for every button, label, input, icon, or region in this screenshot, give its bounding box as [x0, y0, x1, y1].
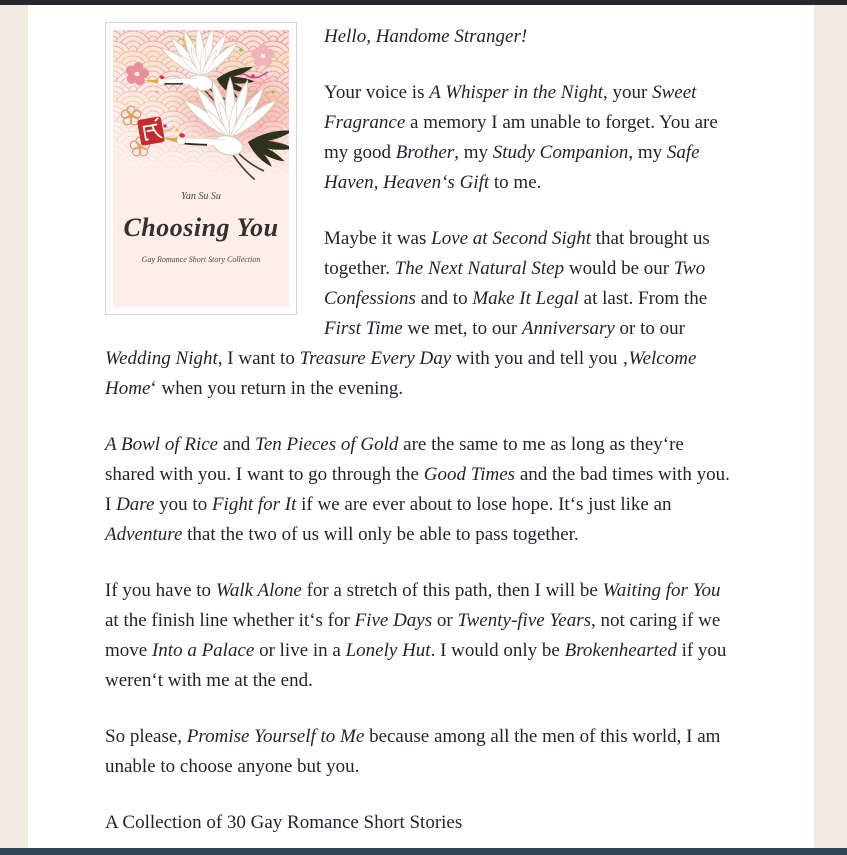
story-title-phrase: Make It Legal — [472, 288, 579, 309]
left-margin-strip — [0, 5, 28, 848]
body-text: ‘ when you return in the evening. — [150, 378, 404, 399]
body-text: and the bad times with you. I — [105, 464, 730, 515]
story-title-phrase: A Bowl of Rice — [105, 434, 219, 455]
body-text: if you weren‘t with me at the end. — [105, 640, 727, 691]
body-text: , not caring if we move — [105, 610, 721, 661]
story-title-phrase: Treasure Every Day — [299, 348, 452, 369]
body-text: a memory I am unable to forget. You are my good — [324, 112, 718, 163]
body-text: , my — [628, 142, 667, 163]
story-title-phrase: Love at Second Sight — [431, 228, 592, 249]
body-text: to me. — [489, 172, 542, 193]
bottom-border-bar — [0, 848, 847, 855]
story-title-phrase: Wedding Night — [105, 348, 218, 369]
story-title-phrase: Five Days — [354, 610, 433, 631]
story-title-phrase: Dare — [116, 494, 155, 515]
story-title-phrase: First Time — [324, 318, 403, 339]
story-title-phrase: Adventure — [105, 524, 183, 545]
story-title-phrase: Hello, Handome Stranger! — [324, 26, 528, 47]
story-title-phrase: The Next Natural Step — [394, 258, 565, 279]
story-title-phrase: Good Times — [423, 464, 516, 485]
body-text: If you have to — [105, 580, 216, 601]
paragraph-4 — [105, 430, 734, 550]
story-title-phrase: Twenty-five Years — [457, 610, 591, 631]
body-text: we met, to our — [402, 318, 522, 339]
body-text: at last. From the — [578, 288, 708, 309]
body-text: with you and tell you ‚ — [451, 348, 629, 369]
body-text: are the same to me as long as they‘re shared with you. I want to go through the — [105, 434, 684, 485]
cover-subtitle: Gay Romance Short Story Collection — [141, 255, 261, 264]
body-text: and — [218, 434, 256, 455]
story-title-phrase: A Whisper in the Night — [429, 82, 604, 103]
story-title-phrase: Sweet Fragrance — [324, 82, 697, 133]
body-text: , my — [454, 142, 493, 163]
story-title-phrase: Fight for It — [211, 494, 297, 515]
story-title-phrase: Into a Palace — [151, 640, 255, 661]
paragraph-6 — [105, 722, 734, 782]
body-text: , your — [603, 82, 653, 103]
cover-title: Choosing You — [123, 213, 279, 242]
body-text: , I want to — [217, 348, 300, 369]
book-cover-art — [113, 30, 289, 307]
body-text: Your voice is — [324, 82, 430, 103]
story-title-phrase: Promise Yourself to Me — [186, 726, 365, 747]
body-text: and to — [415, 288, 473, 309]
body-text: at the finish line whether it‘s for — [105, 610, 355, 631]
body-text: you to — [154, 494, 212, 515]
story-title-phrase: Ten Pieces of Gold — [255, 434, 399, 455]
story-title-phrase: Brother — [395, 142, 455, 163]
book-description — [28, 5, 814, 838]
story-title-phrase: Walk Alone — [215, 580, 302, 601]
body-text: or to our — [614, 318, 685, 339]
seal-stamp-icon — [137, 116, 165, 146]
body-text: or live in a — [254, 640, 346, 661]
content-area — [28, 5, 814, 848]
story-title-phrase: Lonely Hut — [345, 640, 431, 661]
body-text: So please, — [105, 726, 187, 747]
story-title-phrase: Brokenhearted — [564, 640, 677, 661]
story-title-phrase: Two Confessions — [324, 258, 706, 309]
story-title-phrase: Anniversary — [521, 318, 615, 339]
body-text: if we are ever about to lose hope. It‘s just like an — [296, 494, 672, 515]
body-text: A Collection of 30 Gay Romance Short Stories — [105, 812, 463, 833]
book-cover[interactable] — [105, 22, 297, 315]
story-title-phrase: Safe Haven, Heaven‘s Gift — [324, 142, 700, 193]
body-text: Maybe it was — [324, 228, 432, 249]
body-text: or — [432, 610, 458, 631]
right-margin-strip — [814, 5, 847, 848]
body-text: that brought us together. — [324, 228, 710, 279]
body-text: for a stretch of this path, then I will be — [301, 580, 603, 601]
story-title-phrase: Study Companion — [492, 142, 629, 163]
cover-author: Yan Su Su — [181, 191, 221, 202]
story-title-phrase: Waiting for You — [602, 580, 721, 601]
paragraph-7 — [105, 808, 734, 838]
body-text: that the two of us will only be able to pass together. — [182, 524, 579, 545]
page-body — [0, 5, 847, 848]
body-text: would be our — [564, 258, 674, 279]
paragraph-5 — [105, 576, 734, 696]
story-title-phrase: Welcome Home — [105, 348, 697, 399]
body-text: . I would only be — [430, 640, 565, 661]
body-text: because among all the men of this world, I am unable to choose anyone but you. — [105, 726, 721, 777]
text-flow — [105, 22, 734, 838]
